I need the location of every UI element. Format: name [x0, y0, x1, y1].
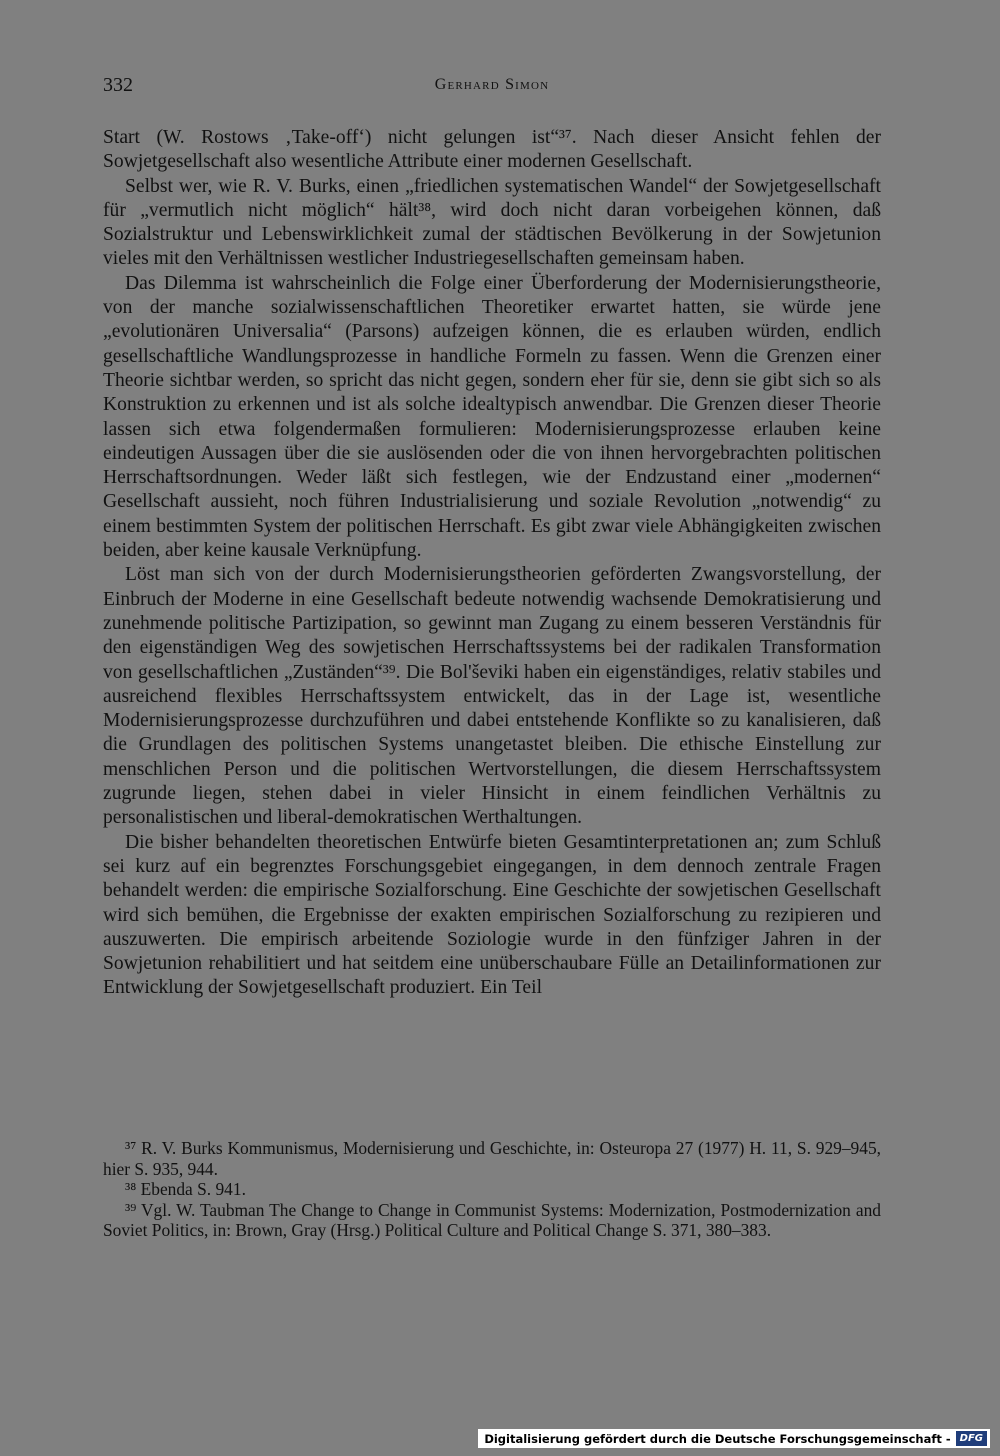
- page-number: 332: [103, 74, 133, 96]
- footnotes: [103, 1138, 881, 1241]
- paragraph-4: Löst man sich von der durch Modernisierungstheorien geförderten Zwangsvorstellung, der Einbruch der Moderne in eine Gesellschaft bedeute notwendig wachsende Demokratisierung und zunehmende politische Partizipation, so gewinnt man Zugang zu einem besseren Verständnis für den eigenständigen Weg des sowjetischen Herrschaftssystems bei der radikalen Transformation von gesellschaftlichen „Zuständen“³⁹. Die Bol'ševiki haben ein eigenständiges, relativ stabiles und ausreichend flexibles Herrschaftssystem entwickelt, das in der Lage ist, wesentliche Modernisierungsprozesse durchzuführen und dabei entstehende Konflikte so zu kanalisieren, daß die Grundlagen des politischen Systems unangetastet bleiben. Die ethische Einstellung zur menschlichen Person und die politischen Wertvorstellungen, die diesem Herrschaftssystem zugrunde liegen, stehen dabei in vieler Hinsicht in einem feindlichen Verhältnis zu personalistischen und liberal-demokratischen Werthaltungen.: [103, 564, 881, 829]
- funding-footer: [478, 1429, 990, 1448]
- dfg-logo-icon: DFG: [956, 1431, 987, 1446]
- running-title: Gerhard Simon: [434, 76, 550, 93]
- footnote-37: ³⁷ R. V. Burks Kommunismus, Modernisierung und Geschichte, in: Osteuropa 27 (1977) H. 11, S. 929–945, hier S. 935, 944.: [103, 1138, 881, 1179]
- paragraph-1: Start (W. Rostows ‚Take-off‘) nicht gelungen ist“³⁷. Nach dieser Ansicht fehlen der Sowjetgesellschaft also wesentliche Attribute einer modernen Gesellschaft.: [103, 127, 881, 173]
- page-header: [103, 74, 881, 102]
- footnote-39: ³⁹ Vgl. W. Taubman The Change to Change in Communist Systems: Modernization, Postmodernization and Soviet Politics, in: Brown, Gray (Hrsg.) Political Culture and Political Change S. 371, 380–383.: [103, 1199, 881, 1241]
- paragraph-5: Die bisher behandelten theoretischen Entwürfe bieten Gesamtinterpretationen an; zum Schluß sei kurz auf ein begrenztes Forschungsgebiet eingegangen, in dem dennoch zentrale Fragen behandelt werden: die empirische Sozialforschung. Eine Geschichte der sowjetischen Gesellschaft wird sich bemühen, die Ergebnisse der exakten empirischen Sozialforschung zu rezipieren und auszuwerten. Die empirisch arbeitende Soziologie wurde in den fünfziger Jahren in der Sowjetunion rehabilitiert und hat seitdem eine unüberschaubare Fülle an Detailinformationen zur Entwicklung der Sowjetgesellschaft produziert. Ein Teil: [103, 831, 881, 999]
- funding-text: Digitalisierung gefördert durch die Deutsche Forschungsgemeinschaft -: [484, 1431, 951, 1446]
- paragraph-2: Selbst wer, wie R. V. Burks, einen „friedlichen systematischen Wandel“ der Sowjetgesellschaft für „vermutlich nicht möglich“ hält³⁸, wird doch nicht daran vorbeigehen können, daß Sozialstruktur und Lebenswirklichkeit zumal der städtischen Bevölkerung in der Sowjetunion vieles mit den Verhältnissen westlicher Industriegesellschaften gemeinsam haben.: [103, 175, 881, 270]
- paragraph-3: Das Dilemma ist wahrscheinlich die Folge einer Überforderung der Modernisierungstheorie, von der manche sozialwissenschaftlichen Theoretiker erwartet hatten, sie würde jene „evolutionären Universalia“ (Parsons) aufzeigen können, die es erlauben würden, endlich gesellschaftliche Wandlungsprozesse in handliche Formeln zu fassen. Wenn die Grenzen einer Theorie sichtbar werden, so spricht das nicht gegen, sondern eher für sie, denn sie gibt sich so als Konstruktion zu erkennen und ist als solche idealtypisch anwendbar. Die Grenzen dieser Theorie lassen sich etwa folgendermaßen formulieren: Modernisierungsprozesse erlauben keine eindeutigen Aussagen über die sie auslösenden oder die von ihnen hervorgebrachten politischen Herrschaftsordnungen. Weder läßt sich festlegen, wie der Endzustand einer „modernen“ Gesellschaft aussieht, noch führen Industrialisierung und soziale Revolution „notwendig“ zu einem bestimmten System der politischen Herrschaft. Es gibt zwar viele Abhängigkeiten zwischen beiden, aber keine kausale Verknüpfung.: [103, 272, 881, 562]
- main-text: [103, 126, 881, 1001]
- footnote-38: ³⁸ Ebenda S. 941.: [125, 1179, 246, 1200]
